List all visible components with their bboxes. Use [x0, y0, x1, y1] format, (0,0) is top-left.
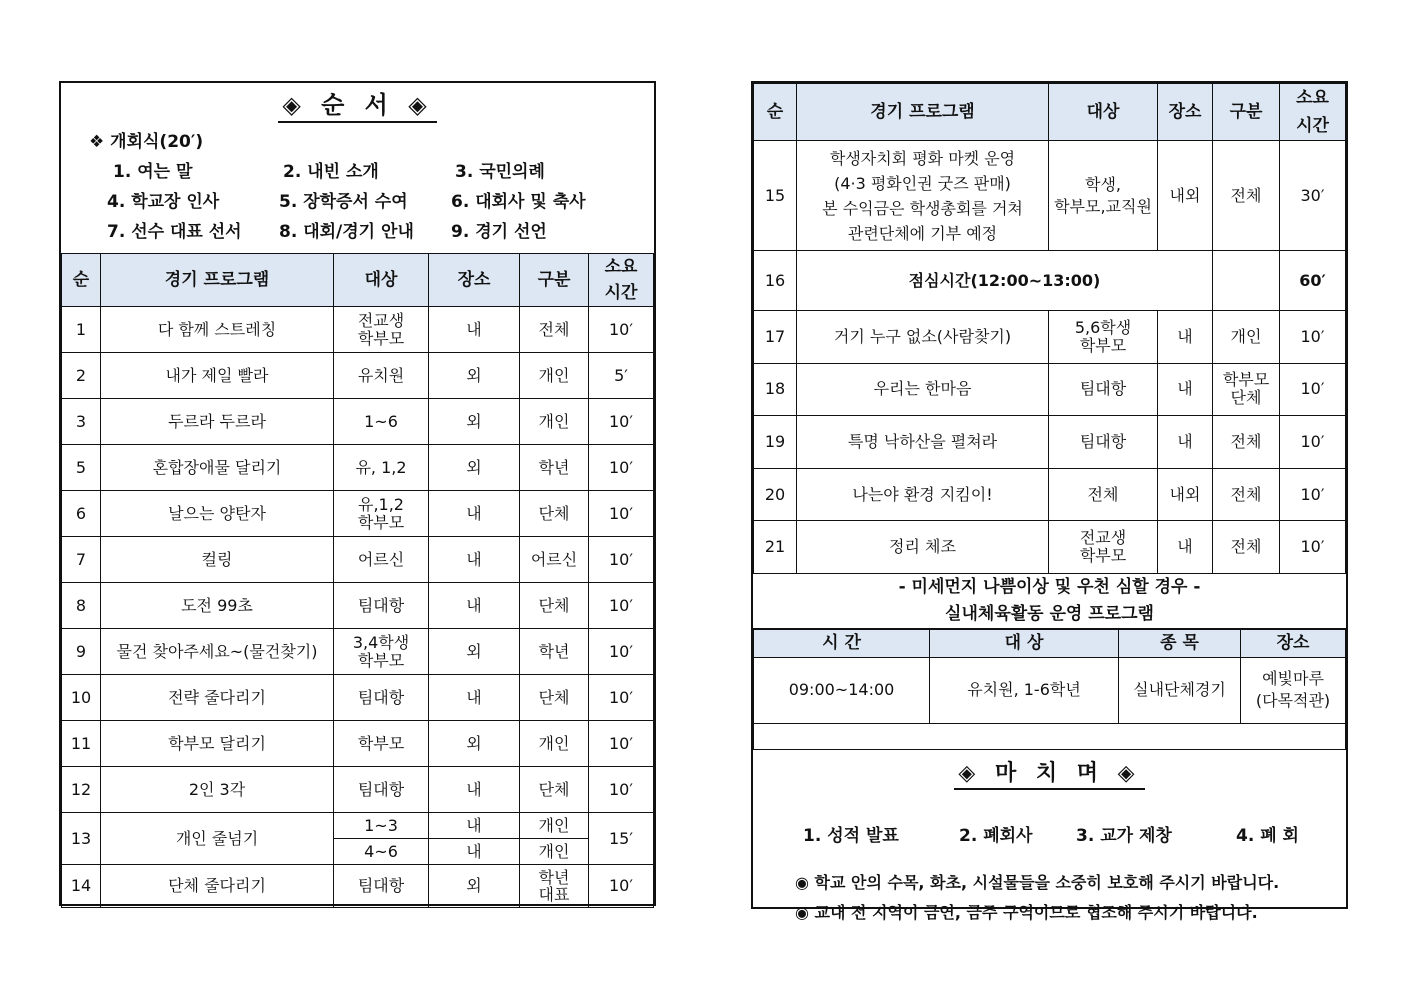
indoor-header-target: 대 상: [930, 629, 1119, 657]
indoor-target: 유치원, 1-6학년: [930, 657, 1119, 723]
cell-no: 2: [62, 353, 101, 399]
cell-no: 21: [754, 521, 797, 574]
note-line: ◉ 교내 전 지역이 금연, 금주 구역이므로 협조해 주시기 바랍니다.: [795, 902, 1258, 922]
indoor-event: 실내단체경기: [1119, 657, 1241, 723]
table-row: [62, 399, 654, 445]
closing-item: 3. 교가 제창: [1076, 825, 1172, 846]
cell-place: 내외: [1158, 468, 1213, 521]
cell-time: 10′: [589, 865, 654, 908]
cell-place: 내: [429, 813, 520, 839]
cell-place: 내: [429, 583, 520, 629]
indoor-header-time: 시 간: [754, 629, 930, 657]
program-table-left: [61, 253, 654, 908]
cell-no: 20: [754, 468, 797, 521]
cell-no: 18: [754, 363, 797, 416]
table-row: [754, 416, 1346, 469]
cell-no: 15: [754, 141, 797, 251]
cell-target: 전교생 학부모: [334, 307, 429, 353]
cell-target: 유치원: [334, 353, 429, 399]
header-program: 경기 프로그램: [797, 84, 1049, 141]
cell-place: 외: [429, 721, 520, 767]
schedule-left-panel: [59, 81, 656, 906]
cell-program: 2인 3각: [101, 767, 334, 813]
cell-target: 팀대항: [1049, 416, 1158, 469]
header-place: 장소: [1158, 84, 1213, 141]
cell-type: 단체: [520, 675, 589, 721]
table-header-row: [754, 629, 1346, 657]
cell-target: 팀대항: [334, 583, 429, 629]
cell-no: 13: [62, 813, 101, 865]
table-header-row: [754, 84, 1346, 141]
opening-item: 1. 여는 말: [113, 162, 193, 182]
opening-item: 9. 경기 선언: [451, 222, 547, 242]
cell-program: 혼합장애물 달리기: [101, 445, 334, 491]
cell-place: 내외: [1158, 141, 1213, 251]
cell-no: 12: [62, 767, 101, 813]
notice-line-2: 실내체육활동 운영 프로그램: [945, 603, 1154, 624]
cell-program: 도전 99초: [101, 583, 334, 629]
cell-type: 전체: [1213, 141, 1280, 251]
cell-program: 단체 줄다리기: [101, 865, 334, 908]
cell-type: 개인: [520, 721, 589, 767]
opening-item: 8. 대회/경기 안내: [279, 222, 414, 242]
table-header-row: [62, 254, 654, 307]
cell-no: 10: [62, 675, 101, 721]
cell-target: 1~3: [334, 813, 429, 839]
cell-time: 10′: [589, 767, 654, 813]
cell-place: 외: [429, 399, 520, 445]
cell-program: 컬링: [101, 537, 334, 583]
header-type: 구분: [1213, 84, 1280, 141]
cell-program: 나는야 환경 지킴이!: [797, 468, 1049, 521]
cell-type: 단체: [520, 583, 589, 629]
header-no: 순: [62, 254, 101, 307]
cell-target: 팀대항: [334, 767, 429, 813]
cell-program: 개인 줄넘기: [101, 813, 334, 865]
indoor-header-event: 종 목: [1119, 629, 1241, 657]
cell-time: 10′: [589, 629, 654, 675]
cell-no: 1: [62, 307, 101, 353]
opening-item: 4. 학교장 인사: [107, 192, 220, 212]
table-row: [754, 363, 1346, 416]
table-row: [754, 141, 1346, 251]
table-row: [62, 491, 654, 537]
cell-program: 다 함께 스트레칭: [101, 307, 334, 353]
indoor-table: [753, 629, 1346, 750]
closing-item: 2. 폐회사: [959, 825, 1033, 846]
cell-type: 개인: [520, 813, 589, 839]
cell-no: 3: [62, 399, 101, 445]
cell-program: 학생자치회 평화 마켓 운영 (4·3 평화인권 굿즈 판매) 본 수익금은 학생총회를 거쳐 관련단체에 기부 예정: [797, 141, 1049, 251]
cell-target: 유, 1,2: [334, 445, 429, 491]
table-row: [62, 865, 654, 908]
table-row: [62, 307, 654, 353]
table-row: [62, 813, 654, 839]
cell-time: 10′: [589, 675, 654, 721]
cell-place: 내: [429, 767, 520, 813]
cell-program: 내가 제일 빨라: [101, 353, 334, 399]
opening-label: ❖ 개회식(20′): [89, 132, 204, 152]
cell-target: 4~6: [334, 839, 429, 865]
table-row: [62, 353, 654, 399]
cell-type: 단체: [520, 767, 589, 813]
cell-no: 5: [62, 445, 101, 491]
opening-item: 6. 대회사 및 축사: [451, 192, 586, 212]
closing-item: 4. 폐 회: [1236, 825, 1299, 846]
header-target: 대상: [334, 254, 429, 307]
table-row: [754, 311, 1346, 364]
order-title-area: [61, 83, 654, 127]
cell-place: 외: [429, 445, 520, 491]
cell-time: 5′: [589, 353, 654, 399]
cell-type: 학년: [520, 629, 589, 675]
cell-place: 내: [429, 491, 520, 537]
cell-time: 10′: [1280, 468, 1346, 521]
closing-item: 1. 성적 발표: [803, 825, 899, 846]
indoor-empty-row: [754, 723, 1346, 749]
table-row: [754, 521, 1346, 574]
cell-target: 학생, 학부모,교직원: [1049, 141, 1158, 251]
cell-target: 팀대항: [1049, 363, 1158, 416]
header-target: 대상: [1049, 84, 1158, 141]
cell-time: 10′: [589, 399, 654, 445]
notes: [753, 868, 1346, 928]
indoor-time: 09:00~14:00: [754, 657, 930, 723]
cell-target: 어르신: [334, 537, 429, 583]
header-time: 소요 시간: [1280, 84, 1346, 141]
cell-program: 두르라 두르라: [101, 399, 334, 445]
opening-ceremony: [61, 127, 654, 247]
cell-place: 외: [429, 629, 520, 675]
cell-program: 전략 줄다리기: [101, 675, 334, 721]
cell-time: 10′: [1280, 416, 1346, 469]
cell-target: 유,1,2 학부모: [334, 491, 429, 537]
cell-no: 17: [754, 311, 797, 364]
cell-no: 8: [62, 583, 101, 629]
cell-program: 우리는 한마음: [797, 363, 1049, 416]
table-row: [62, 629, 654, 675]
cell-program: 특명 낙하산을 펼쳐라: [797, 416, 1049, 469]
cell-program: 학부모 달리기: [101, 721, 334, 767]
header-time: 소요 시간: [589, 254, 654, 307]
cell-target: 3,4학생 학부모: [334, 629, 429, 675]
opening-item: 7. 선수 대표 선서: [107, 222, 242, 242]
table-row: [62, 583, 654, 629]
cell-target: 5,6학생 학부모: [1049, 311, 1158, 364]
cell-place: 내: [1158, 363, 1213, 416]
cell-time: 10′: [589, 537, 654, 583]
header-program: 경기 프로그램: [101, 254, 334, 307]
cell-program: 정리 체조: [797, 521, 1049, 574]
table-row: [62, 445, 654, 491]
cell-place: 내: [429, 537, 520, 583]
cell-type: 전체: [1213, 416, 1280, 469]
indoor-header-place: 장소: [1241, 629, 1346, 657]
table-row: [62, 675, 654, 721]
cell-no: 9: [62, 629, 101, 675]
cell-lunch: 점심시간(12:00~13:00): [797, 251, 1213, 311]
table-row: [62, 721, 654, 767]
header-place: 장소: [429, 254, 520, 307]
cell-type: 전체: [520, 307, 589, 353]
cell-type: 개인: [520, 399, 589, 445]
indoor-place: 예빛마루 (다목적관): [1241, 657, 1346, 723]
program-table-right: [753, 83, 1346, 574]
closing-section: [753, 756, 1346, 928]
cell-place: 외: [429, 865, 520, 908]
cell-time: 10′: [589, 445, 654, 491]
cell-time: 10′: [589, 491, 654, 537]
cell-type: 개인: [520, 839, 589, 865]
cell-time: 10′: [589, 583, 654, 629]
cell-place: 내: [429, 307, 520, 353]
cell-time: 10′: [1280, 521, 1346, 574]
cell-place: 내: [1158, 521, 1213, 574]
header-no: 순: [754, 84, 797, 141]
table-row: [754, 657, 1346, 723]
cell-target: 전체: [1049, 468, 1158, 521]
cell-type: 전체: [1213, 468, 1280, 521]
rain-notice: [753, 574, 1346, 629]
table-row: [754, 251, 1346, 311]
cell-target: 전교생 학부모: [1049, 521, 1158, 574]
cell-target: 팀대항: [334, 675, 429, 721]
cell-empty: [1213, 251, 1280, 311]
cell-time: 10′: [589, 307, 654, 353]
table-row: [754, 468, 1346, 521]
cell-type: 학부모 단체: [1213, 363, 1280, 416]
cell-time: 10′: [589, 721, 654, 767]
cell-type: 학년 대표: [520, 865, 589, 908]
opening-item: 2. 내빈 소개: [283, 162, 379, 182]
cell-time: 10′: [1280, 363, 1346, 416]
cell-time: 15′: [589, 813, 654, 865]
cell-type: 개인: [1213, 311, 1280, 364]
cell-no: 16: [754, 251, 797, 311]
cell-type: 학년: [520, 445, 589, 491]
cell-no: 11: [62, 721, 101, 767]
order-title: ◈ 순 서 ◈: [278, 91, 436, 123]
note-line: ◉ 학교 안의 수목, 화초, 시설물들을 소중히 보호해 주시기 바랍니다.: [795, 872, 1280, 892]
table-row: [62, 767, 654, 813]
cell-time: 10′: [1280, 311, 1346, 364]
cell-time: 60′: [1280, 251, 1346, 311]
closing-title: ◈ 마 치 며 ◈: [954, 761, 1144, 790]
header-type: 구분: [520, 254, 589, 307]
cell-type: 개인: [520, 353, 589, 399]
closing-items: [753, 821, 1346, 846]
cell-target: 1~6: [334, 399, 429, 445]
cell-type: 단체: [520, 491, 589, 537]
cell-place: 내: [429, 839, 520, 865]
cell-type: 전체: [1213, 521, 1280, 574]
cell-time: 30′: [1280, 141, 1346, 251]
table-row: [754, 723, 1346, 749]
cell-target: 학부모: [334, 721, 429, 767]
cell-no: 6: [62, 491, 101, 537]
schedule-right-panel: [751, 81, 1348, 922]
cell-place: 내: [1158, 311, 1213, 364]
cell-program: 물건 찾아주세요~(물건찾기): [101, 629, 334, 675]
cell-no: 7: [62, 537, 101, 583]
opening-item: 5. 장학증서 수여: [279, 192, 408, 212]
opening-item: 3. 국민의례: [455, 162, 545, 182]
cell-target: 팀대항: [334, 865, 429, 908]
cell-type: 어르신: [520, 537, 589, 583]
cell-place: 내: [1158, 416, 1213, 469]
cell-place: 내: [429, 675, 520, 721]
notice-line-1: - 미세먼지 나쁨이상 및 우천 심할 경우 -: [898, 576, 1201, 597]
cell-no: 14: [62, 865, 101, 908]
cell-program: 거기 누구 없소(사람찾기): [797, 311, 1049, 364]
table-row: [62, 537, 654, 583]
cell-place: 외: [429, 353, 520, 399]
cell-program: 날으는 양탄자: [101, 491, 334, 537]
cell-no: 19: [754, 416, 797, 469]
